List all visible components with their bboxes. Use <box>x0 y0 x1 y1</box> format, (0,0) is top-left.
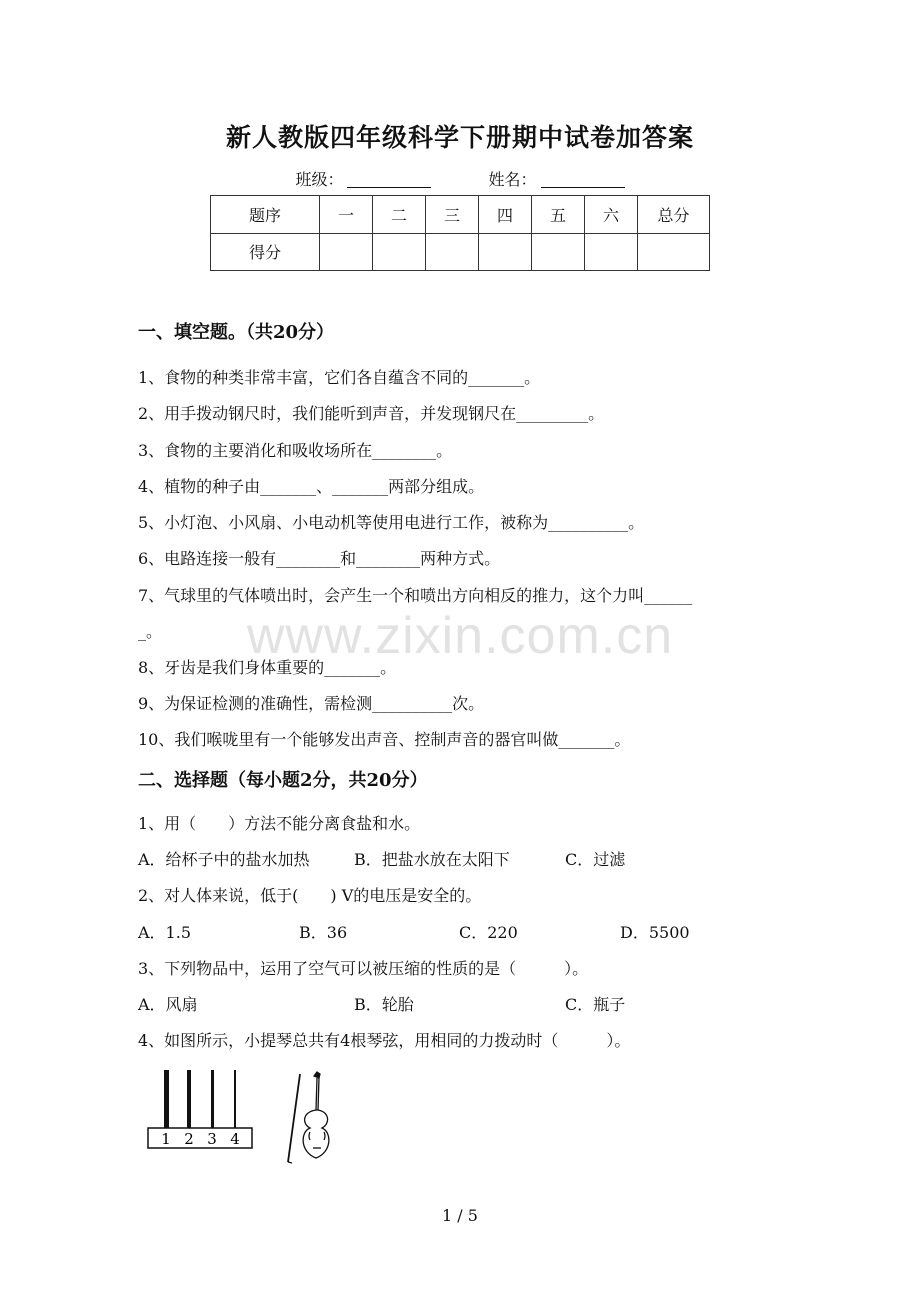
violin-icon <box>288 1072 329 1163</box>
question-item-continued: _。 <box>138 622 163 641</box>
score-header-cell: 题序 <box>211 196 320 234</box>
question-stem: 4、如图所示，小提琴总共有4根琴弦，用相同的力拨动时（ ）。 <box>138 1031 631 1050</box>
score-cell[interactable] <box>532 233 585 271</box>
question-item: 4、植物的种子由_______、_______两部分组成。 <box>138 477 485 496</box>
name-label: 姓名： <box>488 170 537 189</box>
score-header-cell: 一 <box>320 196 373 234</box>
string-4-icon <box>234 1070 236 1128</box>
question-stem: 2、对人体来说，低于( ) V的电压是安全的。 <box>138 886 482 905</box>
option-b[interactable]: B．36 <box>299 923 348 942</box>
watermark: www.zixin.com.cn <box>246 607 674 665</box>
question-stem: 3、下列物品中，运用了空气可以被压缩的性质的是（ ）。 <box>138 959 589 978</box>
score-table-row <box>211 233 710 271</box>
option-c[interactable]: C．过滤 <box>565 850 626 869</box>
question-item: 7、气球里的气体喷出时，会产生一个和喷出方向相反的推力，这个力叫______ <box>138 586 693 605</box>
option-c[interactable]: C．瓶子 <box>565 995 626 1014</box>
class-field <box>295 167 431 190</box>
score-table <box>210 195 710 271</box>
name-field <box>489 167 625 190</box>
option-c[interactable]: C．220 <box>459 923 518 942</box>
score-table-header-row <box>211 196 710 234</box>
question-item: 8、牙齿是我们身体重要的_______。 <box>138 658 397 677</box>
score-cell[interactable] <box>373 233 426 271</box>
score-cell[interactable] <box>479 233 532 271</box>
string-2-icon <box>187 1070 191 1128</box>
student-info <box>0 167 920 190</box>
class-blank[interactable] <box>347 171 431 188</box>
string-3-icon <box>211 1070 214 1128</box>
class-label: 班级： <box>295 170 344 189</box>
score-header-cell: 五 <box>532 196 585 234</box>
option-d[interactable]: D．5500 <box>620 923 690 942</box>
string-number: 1 <box>161 1130 171 1148</box>
score-row-label: 得分 <box>211 233 320 271</box>
score-header-cell: 四 <box>479 196 532 234</box>
page-number: 1 / 5 <box>442 1206 478 1225</box>
score-header-cell: 三 <box>426 196 479 234</box>
string-1-icon <box>164 1070 169 1128</box>
question-item: 9、为保证检测的准确性，需检测__________次。 <box>138 694 485 713</box>
string-diagram <box>148 1070 252 1148</box>
page-title: 新人教版四年级科学下册期中试卷加答案 <box>225 123 694 152</box>
option-a[interactable]: A．1.5 <box>138 923 192 942</box>
string-number: 2 <box>184 1130 194 1148</box>
question-item: 2、用手拨动钢尺时，我们能听到声音，并发现钢尺在_________。 <box>138 404 605 423</box>
question-item: 3、食物的主要消化和吸收场所在________。 <box>138 441 453 460</box>
option-a[interactable]: A．给杯子中的盐水加热 <box>138 850 310 869</box>
string-number: 4 <box>230 1130 240 1148</box>
question-item: 1、食物的种类非常丰富，它们各自蕴含不同的_______。 <box>138 368 541 387</box>
question-item: 10、我们喉咙里有一个能够发出声音、控制声音的器官叫做_______。 <box>138 730 631 749</box>
score-cell[interactable] <box>585 233 638 271</box>
option-b[interactable]: B．轮胎 <box>354 995 414 1014</box>
score-header-cell: 二 <box>373 196 426 234</box>
question-item: 6、电路连接一般有________和________两种方式。 <box>138 549 501 568</box>
name-blank[interactable] <box>541 171 625 188</box>
score-cell[interactable] <box>638 233 710 271</box>
violin-strings-figure <box>142 1066 352 1166</box>
score-header-cell: 总分 <box>638 196 710 234</box>
section-choice-heading: 二、选择题（每小题2分，共20分） <box>138 770 428 791</box>
string-number: 3 <box>207 1130 217 1148</box>
option-a[interactable]: A．风扇 <box>138 995 198 1014</box>
question-stem: 1、用（ ）方法不能分离食盐和水。 <box>138 814 421 833</box>
score-cell[interactable] <box>426 233 479 271</box>
section-fill-blank-heading: 一、填空题。（共20分） <box>138 322 335 343</box>
score-header-cell: 六 <box>585 196 638 234</box>
option-b[interactable]: B．把盐水放在太阳下 <box>354 850 510 869</box>
question-item: 5、小灯泡、小风扇、小电动机等使用电进行工作，被称为__________。 <box>138 513 645 532</box>
score-cell[interactable] <box>320 233 373 271</box>
